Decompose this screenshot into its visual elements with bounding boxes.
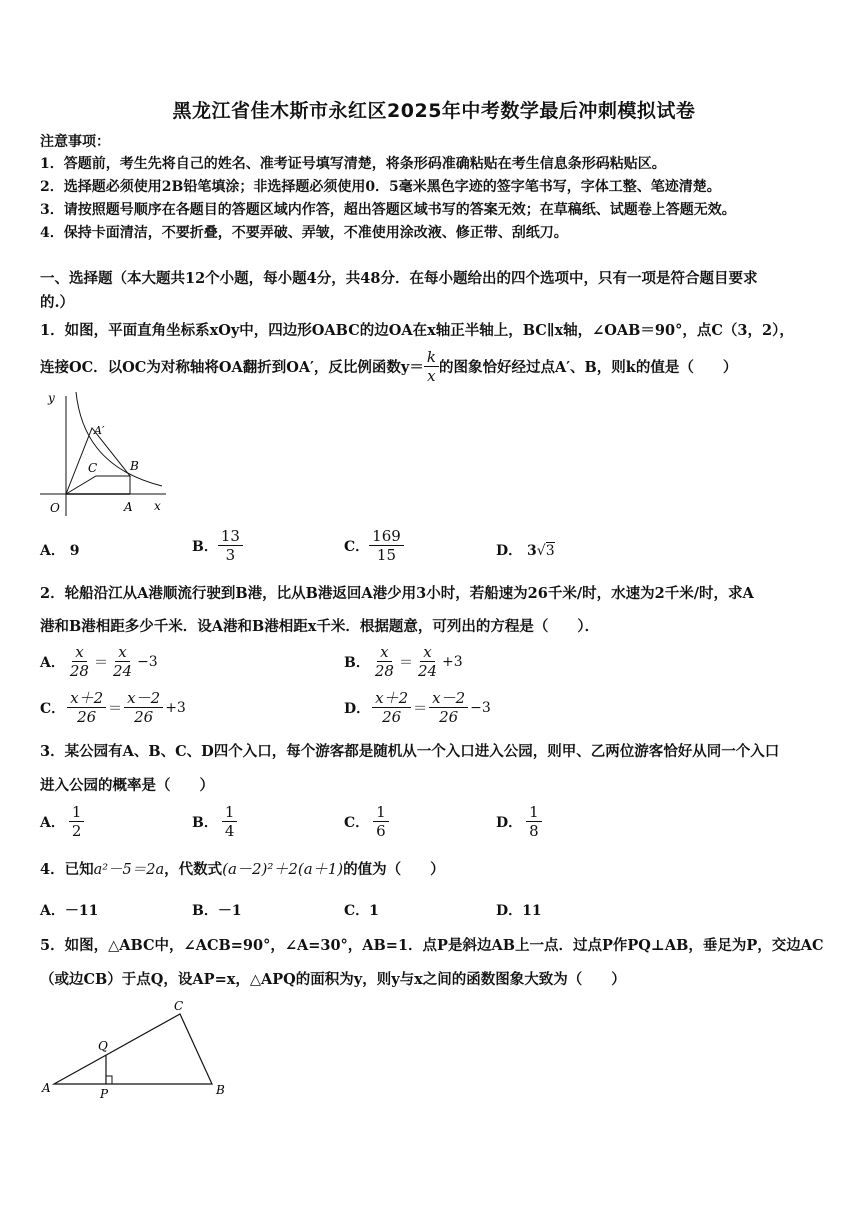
q4-stem-pre: 4．已知 xyxy=(40,861,94,878)
option-letter: D． xyxy=(496,903,523,919)
q3-option-d[interactable] xyxy=(496,803,542,840)
q4-option-c[interactable] xyxy=(344,900,379,920)
fraction-denominator: x xyxy=(427,367,436,385)
equation-tail: +3 xyxy=(442,653,463,670)
label-A: A xyxy=(124,500,133,514)
option-fraction xyxy=(369,527,404,564)
option-fraction xyxy=(373,803,389,840)
option-letter: B． xyxy=(192,814,218,831)
rhs-fraction xyxy=(415,643,440,680)
rhs-fraction xyxy=(429,689,468,726)
option-letter: A． xyxy=(40,903,65,919)
rhs-fraction xyxy=(124,689,163,726)
q2-option-c[interactable]: C． $\frac{x+2}{26}$ ＝ $\frac{x-2}{26}$ +3 xyxy=(40,689,186,726)
label-B: B xyxy=(130,459,139,473)
notice-item: 4．保持卡面清洁，不要折叠，不要弄破、弄皱，不准使用涂改液、修正带、刮纸刀。 xyxy=(40,225,568,241)
q2-stem-line2: 港和B港相距多少千米．设A港和B港相距x千米．根据题意，可列出的方程是（ ）． xyxy=(40,618,600,635)
fraction-denominator: 6 xyxy=(376,822,386,840)
label-P: P xyxy=(100,1087,109,1101)
label-O: O xyxy=(50,501,60,515)
equation-tail: −3 xyxy=(470,699,491,716)
option-value: 11 xyxy=(522,903,542,919)
fraction-denominator: 8 xyxy=(529,822,539,840)
fraction-numerator: 1 xyxy=(373,803,389,822)
q3-stem-line2: 进入公园的概率是（ ） xyxy=(40,777,214,794)
fraction-numerator: k xyxy=(424,348,439,367)
label-Q: Q xyxy=(98,1039,108,1053)
lhs-fraction xyxy=(67,689,106,726)
q4-expression: (a－2)²＋2(a＋1) xyxy=(222,860,344,878)
fraction-numerator: 13 xyxy=(218,527,243,546)
lhs-fraction xyxy=(67,643,92,680)
q3-option-a[interactable] xyxy=(40,803,84,840)
notice-item: 1．答题前，考生先将自己的姓名、准考证号填写清楚，将条形码准确粘贴在考生信息条形码粘贴区。 xyxy=(40,156,666,172)
fraction-denominator: 2 xyxy=(71,822,82,840)
q1-figure xyxy=(38,390,170,518)
q4-option-b[interactable] xyxy=(192,900,242,920)
fraction-denominator: 24 xyxy=(417,662,438,680)
equation-tail: −3 xyxy=(137,653,158,670)
q1-stem-text-b: 的图象恰好经过点A′、B，则k的值是（ ） xyxy=(438,359,738,376)
fraction-denominator: 26 xyxy=(134,708,154,726)
option-letter: D． xyxy=(496,543,523,559)
option-fraction xyxy=(222,803,238,840)
q4-option-a[interactable] xyxy=(40,900,98,920)
option-letter: D． xyxy=(496,814,523,831)
q3-option-c[interactable] xyxy=(344,803,389,840)
fraction-numerator: 1 xyxy=(526,803,542,822)
option-letter: C． xyxy=(344,903,370,919)
option-fraction xyxy=(526,803,542,840)
option-letter: C． xyxy=(344,814,370,831)
q4-stem-mid: ，代数式 xyxy=(164,861,223,878)
option-fraction xyxy=(218,527,243,564)
q4-stem-post: 的值为（ ） xyxy=(343,861,445,878)
q1-option-c[interactable] xyxy=(344,527,404,564)
option-fraction xyxy=(69,803,85,840)
label-x: x xyxy=(154,499,161,513)
fraction-denominator: 24 xyxy=(112,662,133,680)
fraction-denominator: 28 xyxy=(374,662,394,680)
notice-heading: 注意事项： xyxy=(40,134,110,150)
fraction-numerator: 1 xyxy=(69,803,85,822)
q1-option-b[interactable] xyxy=(192,527,243,564)
option-letter: C． xyxy=(344,538,370,555)
label-A: A xyxy=(42,1081,51,1095)
notice-item: 3．请按照题号顺序在各题目的答题区域内作答，超出答题区域书写的答案无效；在草稿纸、试题卷上答题无效。 xyxy=(40,202,736,218)
q1-stem-line1: 1．如图，平面直角坐标系xOy中，四边形OABC的边OA在x轴正半轴上，BC∥x轴，∠OAB＝90°，点C（3，2）， xyxy=(40,322,794,339)
option-value: 9 xyxy=(69,543,80,559)
fraction-denominator: 26 xyxy=(77,708,97,726)
q1-option-d[interactable]: D． 3√3 xyxy=(496,543,555,559)
exam-title: 黑龙江省佳木斯市永红区2025年中考数学最后冲刺模拟试卷 xyxy=(172,100,696,122)
option-letter: B． xyxy=(192,903,218,919)
label-y: y xyxy=(48,391,55,405)
fraction-numerator: x＋2 xyxy=(372,689,411,708)
q1-stem-text-a: 连接OC．以OC为对称轴将OA翻折到OA′，反比例函数y＝ xyxy=(40,359,424,376)
quadrilateral xyxy=(66,428,130,494)
fraction-denominator: 28 xyxy=(69,662,89,680)
q2-stem-line1: 2．轮船沿江从A港顺流行驶到B港，比从B港返回A港少用3小时，若船速为26千米/时，水速为2千米/时，求A xyxy=(40,585,754,602)
rhs-fraction xyxy=(110,643,135,680)
q3-option-b[interactable] xyxy=(192,803,237,840)
option-letter: B． xyxy=(344,654,370,671)
q1-option-a[interactable] xyxy=(40,540,80,560)
q2-option-b[interactable]: B． $\frac{x}{28}$ ＝ $\frac{x}{24}$ +3 xyxy=(344,643,463,680)
lhs-fraction xyxy=(372,643,397,680)
label-C: C xyxy=(88,461,98,475)
section-heading: 一、选择题（本大题共12个小题，每小题4分，共48分．在每小题给出的四个选项中，只有一项是符合题目要求 xyxy=(40,270,758,287)
label-B: B xyxy=(216,1083,225,1097)
option-coefficient: 3 xyxy=(527,543,537,559)
q3-stem-line1: 3．某公园有A、B、C、D四个入口，每个游客都是随机从一个入口进入公园，则甲、乙两位游客恰好从同一个入口 xyxy=(40,743,780,760)
right-angle-mark xyxy=(106,1076,112,1084)
q2-option-d[interactable]: D． $\frac{x+2}{26}$ ＝ $\frac{x-2}{26}$ −3 xyxy=(344,689,491,726)
fraction-numerator: x＋2 xyxy=(67,689,106,708)
fraction-numerator: x xyxy=(72,643,86,662)
fraction-denominator: 4 xyxy=(224,822,235,840)
option-letter: B． xyxy=(192,538,218,555)
fraction-numerator: x xyxy=(377,643,391,662)
option-value: －11 xyxy=(64,903,99,919)
option-letter: C． xyxy=(40,700,66,717)
q5-stem-line1: 5．如图，△ABC中，∠ACB=90°，∠A=30°，AB=1．点P是斜边AB上一点．过点P作PQ⊥AB，垂足为P，交边AC xyxy=(40,937,824,954)
lhs-fraction xyxy=(372,689,411,726)
fraction-numerator: x－2 xyxy=(429,689,468,708)
option-letter: D． xyxy=(344,700,371,717)
option-letter: A． xyxy=(40,814,65,831)
fraction-denominator: 26 xyxy=(439,708,459,726)
option-value: 1 xyxy=(369,903,379,919)
fraction-numerator: x xyxy=(115,643,129,662)
fraction-denominator: 26 xyxy=(382,708,402,726)
option-letter: A． xyxy=(40,543,65,559)
fraction-numerator: x xyxy=(420,643,434,662)
q5-figure xyxy=(36,998,232,1102)
equation-tail: +3 xyxy=(165,699,186,716)
section-heading-cont: 的.） xyxy=(40,294,75,311)
fraction-denominator: 3 xyxy=(225,546,236,564)
q5-stem-line2: （或边CB）于点Q，设AP=x，△APQ的面积为y，则y与x之间的函数图象大致为（ ） xyxy=(40,971,626,988)
q4-option-d[interactable] xyxy=(496,900,542,920)
label-C: C xyxy=(174,999,184,1013)
fraction-numerator: x－2 xyxy=(124,689,163,708)
fraction-numerator: 1 xyxy=(222,803,238,822)
fraction-numerator: 169 xyxy=(369,527,404,546)
triangle-ABC xyxy=(54,1014,212,1084)
q2-option-a[interactable]: A． $\frac{x}{28}$ ＝ $\frac{x}{24}$ −3 xyxy=(40,643,158,680)
label-Aprime: A′ xyxy=(94,424,105,437)
q4-stem xyxy=(40,858,445,879)
fraction-denominator: 15 xyxy=(376,546,397,564)
q1-stem-line2 xyxy=(40,348,737,385)
option-value: －1 xyxy=(217,903,242,919)
q1-stem-fraction xyxy=(424,348,439,385)
notice-item: 2．选择题必须使用2B铅笔填涂；非选择题必须使用0．5毫米黑色字迹的签字笔书写，字体工整、笔迹清楚。 xyxy=(40,179,721,195)
option-letter: A． xyxy=(40,654,65,671)
q4-condition: a²－5＝2a xyxy=(93,862,165,878)
option-radicand: 3 xyxy=(545,543,555,559)
